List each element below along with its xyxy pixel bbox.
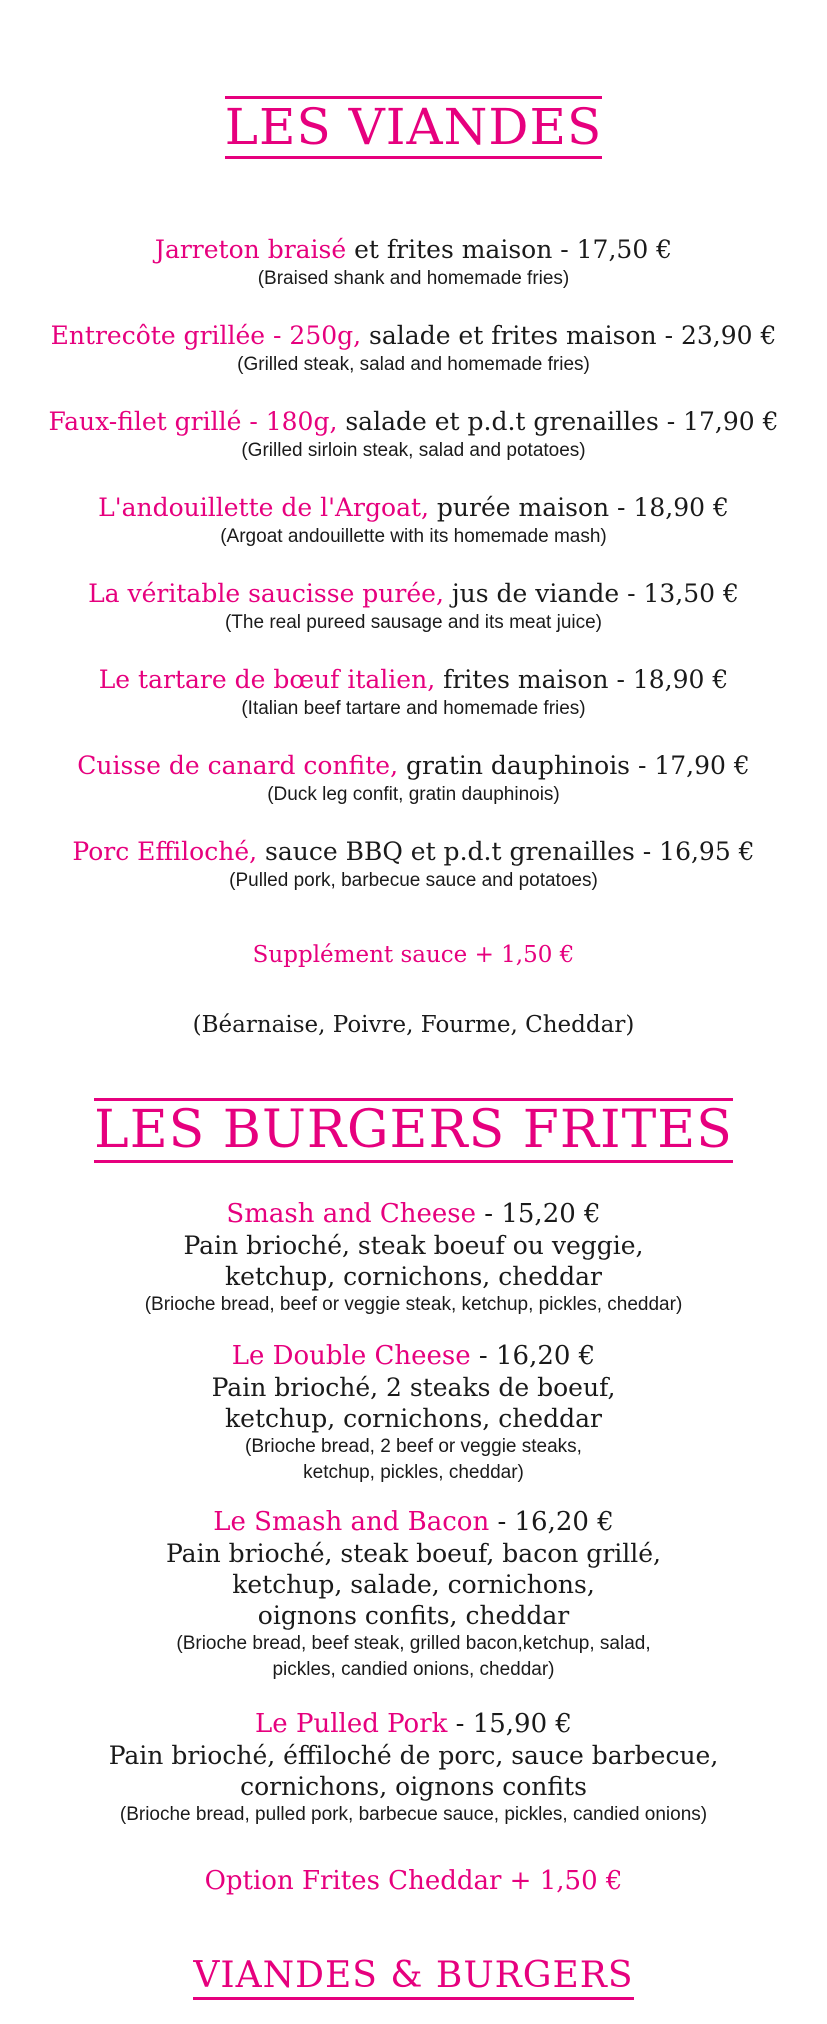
- dish-translation: (Grilled steak, salad and homemade fries): [237, 354, 590, 375]
- dish-detail: salade et frites maison - 23,90 €: [361, 321, 777, 350]
- dish-line: [0, 750, 827, 782]
- dish-name: La véritable saucisse purée,: [88, 579, 444, 608]
- dish-translation: (The real pureed sausage and its meat juice): [224, 612, 603, 633]
- dish-detail: et frites maison - 17,50 €: [346, 235, 673, 264]
- dish-detail: jus de viande - 13,50 €: [443, 579, 739, 608]
- burger-name: Smash and Cheese: [226, 1199, 477, 1229]
- section-title-viandes: [0, 96, 827, 159]
- burger-price: - 15,90 €: [447, 1709, 572, 1739]
- section-title-viandes-burgers-text: VIANDES & BURGERS: [193, 1955, 633, 2000]
- cheddar-fries-option: Option Frites Cheddar + 1,50 €: [204, 1866, 623, 1896]
- dish-line: [0, 320, 827, 352]
- dish-translation: (Duck leg confit, gratin dauphinois): [267, 784, 560, 805]
- burger-description-line: ketchup, salade, cornichons,: [232, 1570, 595, 1599]
- burger-name: Le Pulled Pork: [255, 1709, 448, 1739]
- burger-item: [0, 1340, 827, 1486]
- sauce-supplement: Supplément sauce + 1,50 €: [252, 942, 575, 968]
- section-title-viandes-text: LES VIANDES: [225, 96, 602, 159]
- dish-item: [0, 578, 827, 636]
- burger-description: [0, 1538, 827, 1631]
- burger-description-line: cornichons, oignons confits: [240, 1772, 587, 1801]
- dish-detail: sauce BBQ et p.d.t grenailles - 16,95 €: [257, 837, 755, 866]
- dish-line: [0, 406, 827, 438]
- dish-line: [0, 664, 827, 696]
- dish-line: [0, 492, 827, 524]
- dish-name: Entrecôte grillée - 250g,: [50, 321, 362, 350]
- dish-line: [0, 234, 827, 266]
- burger-price: - 16,20 €: [489, 1507, 614, 1537]
- burger-price: - 16,20 €: [470, 1341, 596, 1371]
- dish-name: Porc Effiloché,: [72, 837, 258, 866]
- burger-heading: [0, 1198, 827, 1230]
- section-title-burgers-text: LES BURGERS FRITES: [94, 1098, 733, 1163]
- dish-name: L'andouillette de l'Argoat,: [98, 493, 429, 522]
- burger-heading: [0, 1340, 827, 1372]
- burger-description-line: Pain brioché, steak boeuf ou veggie,: [183, 1231, 644, 1260]
- dish-name: Cuisse de canard confite,: [77, 751, 399, 780]
- dish-translation: (Pulled pork, barbecue sauce and potatoes): [229, 870, 598, 891]
- sauce-list: (Béarnaise, Poivre, Fourme, Cheddar): [192, 1012, 635, 1038]
- burger-item: [0, 1198, 827, 1318]
- burger-description-line: oignons confits, cheddar: [257, 1601, 570, 1630]
- dish-item: [0, 492, 827, 550]
- dish-detail: salade et p.d.t grenailles - 17,90 €: [337, 407, 779, 436]
- dish-line: [0, 836, 827, 868]
- section-title-viandes-burgers: [0, 1955, 827, 2000]
- burger-description-line: ketchup, cornichons, cheddar: [225, 1404, 602, 1433]
- dish-name: Le tartare de bœuf italien,: [98, 665, 436, 694]
- dish-item: [0, 664, 827, 722]
- burger-translation-line: (Brioche bread, beef steak, grilled bacon,ketchup, salad,: [176, 1633, 651, 1654]
- burger-description: [0, 1230, 827, 1292]
- dish-item: [0, 406, 827, 464]
- burger-translation-line: pickles, candied onions, cheddar): [272, 1659, 555, 1680]
- dish-name: Jarreton braisé: [154, 235, 347, 264]
- burger-description-line: Pain brioché, 2 steaks de boeuf,: [211, 1373, 616, 1402]
- burger-description-line: Pain brioché, steak boeuf, bacon grillé,: [165, 1539, 661, 1568]
- dish-detail: frites maison - 18,90 €: [435, 665, 729, 694]
- burger-price: - 15,20 €: [476, 1199, 601, 1229]
- burger-translation: [0, 1434, 827, 1486]
- dish-translation: (Braised shank and homemade fries): [257, 268, 570, 289]
- section-title-burgers: [0, 1098, 827, 1163]
- dish-translation: (Grilled sirloin steak, salad and potatoes): [241, 440, 586, 461]
- burger-translation: [0, 1631, 827, 1683]
- burger-description-line: ketchup, cornichons, cheddar: [225, 1262, 602, 1291]
- burger-item: [0, 1506, 827, 1683]
- dish-detail: purée maison - 18,90 €: [428, 493, 729, 522]
- dish-translation: (Italian beef tartare and homemade fries): [241, 698, 586, 719]
- burger-description: [0, 1740, 827, 1802]
- dish-detail: gratin dauphinois - 17,90 €: [398, 751, 750, 780]
- burger-description-line: Pain brioché, éffiloché de porc, sauce barbecue,: [108, 1741, 719, 1770]
- dish-item: [0, 234, 827, 292]
- burger-heading: [0, 1506, 827, 1538]
- burger-translation: [0, 1802, 827, 1828]
- burger-translation-line: ketchup, pickles, cheddar): [303, 1462, 524, 1483]
- burger-name: Le Double Cheese: [231, 1341, 471, 1371]
- dish-translation: (Argoat andouillette with its homemade mash): [220, 526, 607, 547]
- burger-item: [0, 1708, 827, 1828]
- dish-line: [0, 578, 827, 610]
- dish-item: [0, 320, 827, 378]
- burger-heading: [0, 1708, 827, 1740]
- dish-name: Faux-filet grillé - 180g,: [48, 407, 338, 436]
- burger-description: [0, 1372, 827, 1434]
- burger-translation: [0, 1292, 827, 1318]
- burger-name: Le Smash and Bacon: [213, 1507, 490, 1537]
- burger-translation-line: (Brioche bread, pulled pork, barbecue sauce, pickles, candied onions): [119, 1804, 708, 1825]
- burger-translation-line: (Brioche bread, beef or veggie steak, ketchup, pickles, cheddar): [144, 1294, 683, 1315]
- dish-item: [0, 750, 827, 808]
- dish-item: [0, 836, 827, 894]
- burger-translation-line: (Brioche bread, 2 beef or veggie steaks,: [245, 1436, 582, 1457]
